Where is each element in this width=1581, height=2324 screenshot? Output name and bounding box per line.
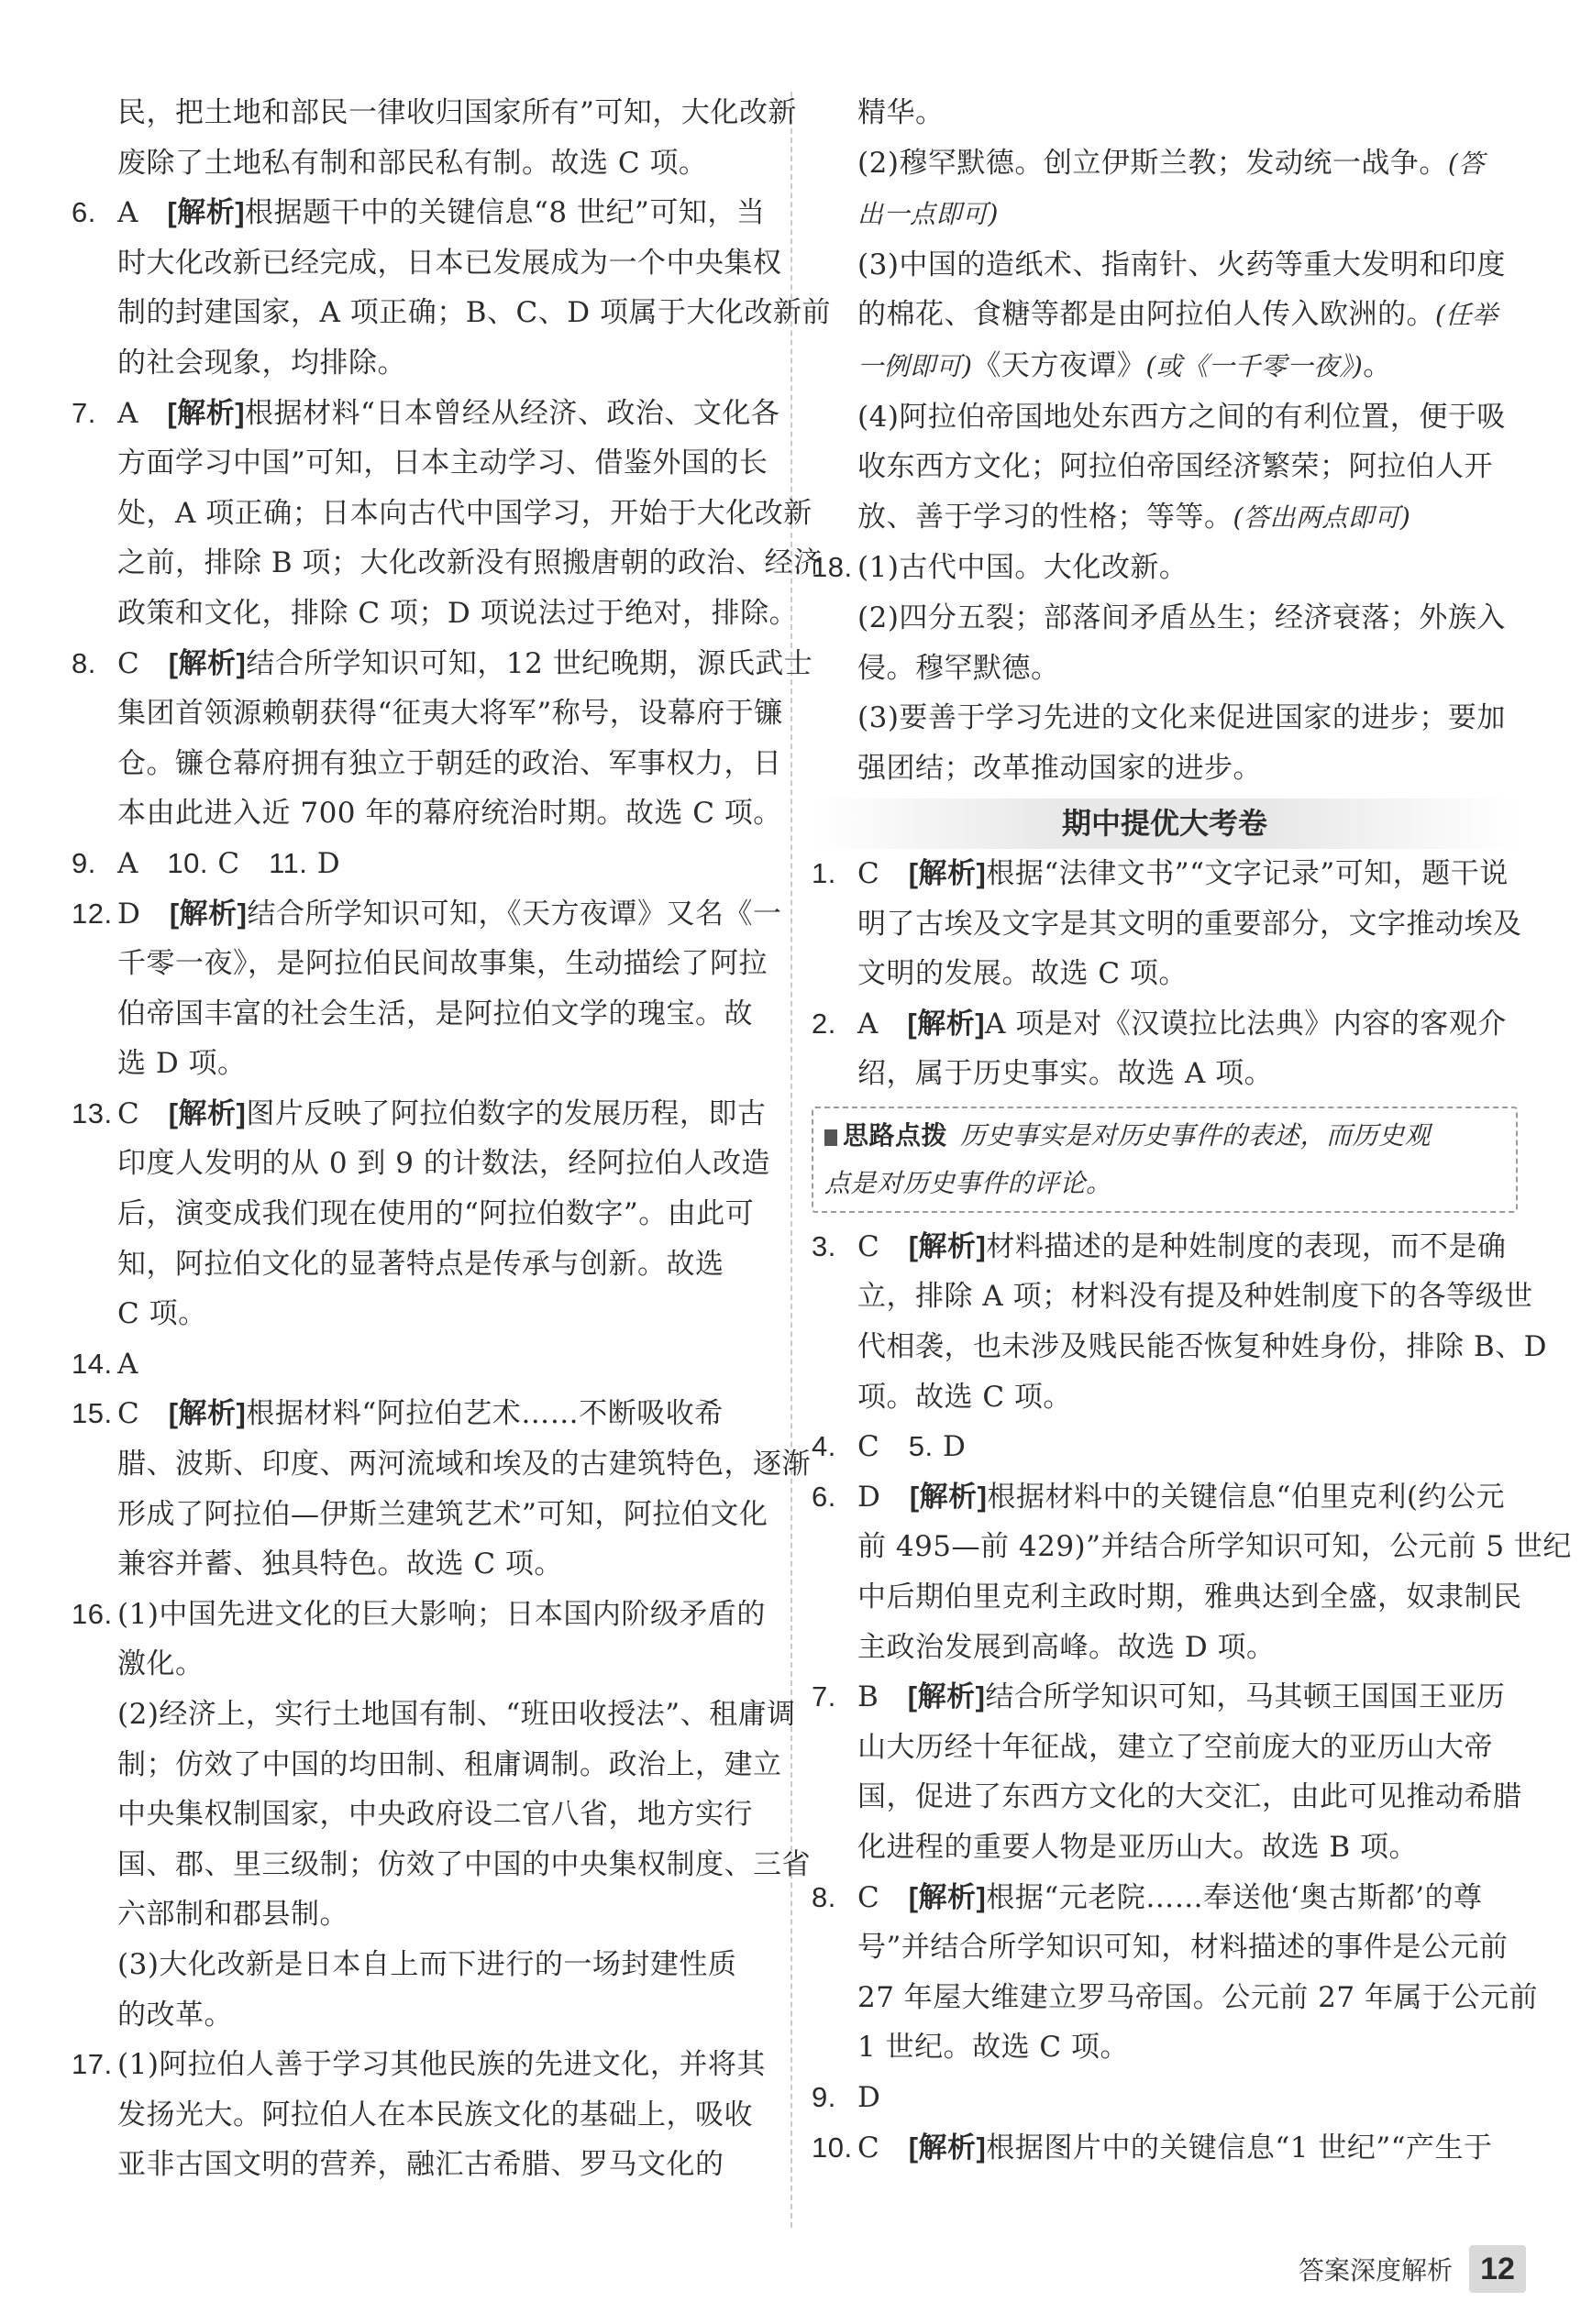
page-number: 12	[1469, 2245, 1526, 2293]
answer-text: 精华。	[857, 96, 945, 129]
text-line	[72, 688, 783, 739]
answer-text: 前 495—前 429)”并结合所学知识可知，公元前 5 世纪	[857, 1530, 1572, 1564]
answer-text: D [解析]根据材料中的关键信息“伯里克利(约公元	[857, 1480, 1505, 1514]
text-line	[72, 88, 797, 138]
text-line	[72, 138, 768, 189]
question-number: 7.	[812, 1680, 836, 1713]
text-line	[72, 739, 782, 789]
text-line	[72, 538, 823, 589]
text-line	[72, 2090, 768, 2141]
text-line	[72, 1490, 768, 1540]
text-line	[72, 1790, 768, 1840]
answer-text: 的社会现象，均排除。	[117, 346, 406, 380]
text-line	[812, 644, 1518, 694]
text-line	[72, 1840, 811, 1890]
question-number: 3.	[812, 1229, 836, 1262]
answer-text: C 5. D	[857, 1430, 967, 1464]
answer-text: 六部制和郡县制。	[117, 1898, 348, 1932]
answer-text: (2)经济上，实行土地国有制、“班田收授法”、租庸调	[117, 1698, 796, 1731]
text-line	[72, 989, 768, 1040]
answer-text: 绍，属于历史事实。故选 A 项。	[857, 1057, 1274, 1091]
text-line	[812, 2123, 1518, 2174]
answer-text: 项。故选 C 项。	[857, 1380, 1072, 1414]
question-number: 4.	[812, 1430, 836, 1463]
answer-text: 制；仿效了中国的均田制、租庸调制。政治上，建立	[117, 1747, 782, 1781]
text-line	[72, 889, 782, 940]
answer-text: 出一点即可)	[857, 199, 999, 230]
answer-text: 山大历经十年征战，建立了空前庞大的亚历山大帝	[857, 1730, 1493, 1764]
answer-text: 本由此进入近 700 年的幕府统治时期。故选 C 项。	[117, 797, 782, 831]
left-column	[72, 88, 831, 2190]
answer-text: B [解析]结合所学知识可知，马其顿王国国王亚历	[857, 1680, 1506, 1714]
answer-text: 强团结；改革推动国家的进步。	[857, 751, 1262, 785]
text-line	[812, 492, 1518, 544]
right-column	[812, 88, 1572, 2173]
answer-text: D [解析]结合所学知识可知，《天方夜谭》又名《一	[117, 897, 782, 931]
question-number: 7.	[72, 396, 96, 429]
answer-text: C [解析]根据材料“阿拉伯艺术……不断吸收希	[117, 1397, 724, 1431]
text-line	[812, 1873, 1518, 1923]
footer-label: 答案深度解析	[1298, 2256, 1453, 2285]
text-line	[72, 238, 782, 289]
answer-text: 仓。镰仓幕府拥有独立于朝廷的政治、军事权力，日	[117, 746, 782, 780]
tip-label: 思路点拨	[843, 1120, 948, 1150]
text-line	[812, 1723, 1518, 1773]
text-line	[72, 1139, 768, 1189]
answer-text: 一例即可)《天方夜谭》(或《一千零一夜》)。	[857, 348, 1392, 382]
text-line	[812, 693, 1518, 743]
text-line	[812, 1772, 1522, 1823]
question-number: 8.	[72, 646, 96, 679]
answer-text: 兼容并蓄、独具特色。故选 C 项。	[117, 1547, 563, 1581]
text-line	[812, 949, 1518, 999]
thinking-tip-box	[812, 1107, 1518, 1213]
answer-text: 腊、波斯、印度、两河流域和埃及的古建筑特色，逐渐	[117, 1448, 811, 1481]
answer-text: 主政治发展到高峰。故选 D 项。	[857, 1630, 1276, 1664]
answer-text: 制的封建国家，A 项正确；B、C、D 项属于大化改新前	[117, 296, 831, 330]
question-number: 15.	[72, 1397, 113, 1430]
text-line	[812, 240, 1518, 291]
text-line	[812, 1472, 1518, 1523]
answer-text: 政策和文化，排除 C 项；D 项说法过于绝对，排除。	[117, 596, 799, 630]
answer-text: (1)中国先进文化的巨大影响；日本国内阶级矛盾的	[117, 1597, 766, 1631]
text-line	[72, 1289, 768, 1339]
text-line	[812, 1272, 1533, 1322]
question-number: 6.	[72, 196, 96, 229]
answer-text: 伯帝国丰富的社会生活，是阿拉伯文学的瑰宝。故	[117, 997, 753, 1030]
text-line	[812, 290, 1518, 341]
text-line	[72, 489, 813, 539]
answer-text: 废除了土地私有制和部民私有制。故选 C 项。	[117, 146, 708, 180]
answer-text: (4)阿拉伯帝国地处东西方之间的有利位置，便于吸	[857, 400, 1506, 434]
answer-text: 的改革。	[117, 1998, 233, 2032]
answer-text: C 项。	[117, 1297, 207, 1331]
text-line	[72, 1239, 768, 1290]
text-line	[812, 1672, 1518, 1723]
text-line	[72, 788, 782, 839]
tip-marker-icon	[824, 1129, 837, 1146]
text-line	[812, 1973, 1538, 2023]
text-line	[812, 1572, 1522, 1623]
text-line	[812, 392, 1518, 443]
answer-text: 民，把土地和部民一律收归国家所有”可知，大化改新	[117, 96, 797, 129]
answer-text: 放、善于学习的性格；等等。(答出两点即可)	[857, 500, 1411, 534]
answer-text: A [解析]根据材料“日本曾经从经济、政治、文化各	[117, 396, 780, 430]
text-line	[812, 899, 1522, 950]
answer-text: A	[117, 1347, 138, 1381]
text-line	[72, 1039, 768, 1089]
text-line	[812, 743, 1518, 794]
tip-text-line: 点是对历史事件的评论。	[824, 1167, 1112, 1198]
answer-text: (1)古代中国。大化改新。	[857, 551, 1189, 585]
question-number: 13.	[72, 1096, 113, 1129]
question-number: 9.	[72, 846, 96, 879]
answer-text: 集团首领源赖朝获得“征夷大将军”称号，设幕府于镰	[117, 697, 783, 731]
answer-text: C [解析]结合所学知识可知，12 世纪晚期，源氏武士	[117, 646, 813, 680]
answer-text: 1 世纪。故选 C 项。	[857, 2031, 1130, 2065]
text-line	[812, 189, 1518, 240]
answer-text: (3)要善于学习先进的文化来促进国家的进步；要加	[857, 701, 1506, 735]
question-number: 2.	[812, 1007, 836, 1040]
column-divider	[790, 92, 792, 2228]
text-line	[72, 1539, 768, 1590]
question-number: 10.	[812, 2131, 853, 2164]
text-line	[72, 1889, 768, 1940]
answer-text: 时大化改新已经完成，日本已发展成为一个中央集权	[117, 246, 782, 280]
question-number: 18.	[812, 551, 853, 584]
answer-text: A [解析]根据题干中的关键信息“8 世纪”可知，当	[117, 196, 766, 230]
text-line	[812, 593, 1518, 644]
question-number: 8.	[812, 1880, 836, 1913]
text-line	[72, 1690, 796, 1740]
text-line	[72, 1740, 782, 1790]
text-line	[812, 1823, 1518, 1873]
text-line	[72, 1189, 768, 1239]
answer-text: 化进程的重要人物是亚历山大。故选 B 项。	[857, 1831, 1418, 1864]
answer-text: 千零一夜》，是阿拉伯民间故事集，生动描绘了阿拉	[117, 947, 768, 981]
text-line	[72, 288, 831, 338]
text-line	[812, 138, 1518, 190]
text-line	[72, 338, 768, 389]
answer-text: 知，阿拉伯文化的显著特点是传承与创新。故选	[117, 1247, 724, 1281]
answer-text: C [解析]根据“法律文书”“文字记录”可知，题干说	[857, 856, 1509, 890]
text-line	[812, 442, 1518, 492]
text-line	[812, 341, 1518, 392]
text-line	[72, 438, 768, 489]
text-line	[72, 839, 768, 889]
section-title: 期中提优大考卷	[812, 799, 1518, 849]
answer-text: 中后期伯里克利主政时期，雅典达到全盛，奴隶制民	[857, 1581, 1522, 1614]
text-line	[812, 543, 1518, 593]
text-line	[812, 1922, 1518, 1973]
text-line	[72, 1639, 768, 1690]
answer-text: 的棉花、食糖等都是由阿拉伯人传入欧洲的。(任举	[857, 298, 1498, 332]
answer-text: 代相袭，也未涉及贱民能否恢复种姓身份，排除 B、D	[857, 1330, 1547, 1364]
text-line	[72, 1590, 768, 1640]
tip-text-line: 历史事实是对历史事件的表述，而历史观	[960, 1119, 1432, 1151]
answer-text: (3)大化改新是日本自上而下进行的一场封建性质	[117, 1947, 737, 1981]
question-number: 12.	[72, 897, 113, 930]
text-line	[72, 939, 768, 989]
text-line	[72, 639, 813, 689]
answer-text: 立，排除 A 项；材料没有提及种姓制度下的各等级世	[857, 1280, 1533, 1314]
text-line	[812, 1422, 1518, 1472]
text-line	[812, 1049, 1518, 1099]
text-line	[72, 1339, 768, 1390]
page-footer	[1299, 2246, 1526, 2292]
answer-text: 号”并结合所学知识可知，材料描述的事件是公元前	[857, 1931, 1509, 1965]
answer-text: D	[857, 2080, 881, 2114]
answer-text: 中央集权制国家，中央政府设二官八省，地方实行	[117, 1798, 753, 1832]
text-line	[812, 1522, 1572, 1572]
answer-text: C [解析]材料描述的是种姓制度的表现，而不是确	[857, 1229, 1507, 1263]
text-line	[72, 1439, 811, 1490]
answer-text: C [解析]根据图片中的关键信息“1 世纪”“产生于	[857, 2131, 1493, 2164]
text-line	[812, 999, 1518, 1050]
answer-text: A 10. C 11. D	[117, 846, 341, 880]
text-line	[812, 1623, 1518, 1673]
answer-text: 选 D 项。	[117, 1047, 247, 1081]
text-line	[812, 849, 1518, 899]
text-line	[72, 1990, 768, 2041]
text-line	[72, 1089, 768, 1140]
answer-text: C [解析]根据“元老院……奉送他‘奥古斯都’的尊	[857, 1880, 1483, 1914]
text-line	[812, 88, 1518, 138]
answer-text: 激化。	[117, 1647, 205, 1681]
answer-text: 亚非古国文明的营养，融汇古希腊、罗马文化的	[117, 2148, 724, 2182]
text-line	[812, 2073, 1518, 2123]
answer-text: 27 年屋大维建立罗马帝国。公元前 27 年属于公元前	[857, 1980, 1538, 2014]
answer-text: 侵。穆罕默德。	[857, 651, 1060, 685]
text-line	[72, 2140, 768, 2190]
answer-text: 形成了阿拉伯—伊斯兰建筑艺术”可知，阿拉伯文化	[117, 1497, 768, 1531]
answer-text: 收东西方文化；阿拉伯帝国经济繁荣；阿拉伯人开	[857, 450, 1493, 484]
text-line	[812, 1222, 1518, 1272]
answer-text: 明了古埃及文字是其文明的重要部分，文字推动埃及	[857, 907, 1522, 941]
answer-text: 方面学习中国”可知，日本主动学习、借鉴外国的长	[117, 446, 768, 480]
question-number: 17.	[72, 2048, 113, 2081]
answer-text: (1)阿拉伯人善于学习其他民族的先进文化，并将其	[117, 2048, 766, 2082]
text-line	[72, 389, 780, 439]
question-number: 14.	[72, 1347, 113, 1380]
text-line	[812, 1322, 1547, 1372]
answer-text: 发扬光大。阿拉伯人在本民族文化的基础上，吸收	[117, 2098, 753, 2131]
question-number: 9.	[812, 2080, 836, 2113]
answer-text: C [解析]图片反映了阿拉伯数字的发展历程，即古	[117, 1096, 767, 1130]
answer-text: 之前，排除 B 项；大化改新没有照搬唐朝的政治、经济	[117, 546, 823, 580]
text-line	[72, 1389, 768, 1439]
text-line	[72, 1940, 768, 1990]
question-number: 1.	[812, 856, 836, 889]
answer-text: 文明的发展。故选 C 项。	[857, 957, 1188, 991]
answer-text: (2)四分五裂；部落间矛盾丛生；经济衰落；外族入	[857, 600, 1506, 634]
text-line	[72, 2040, 768, 2090]
answer-text: 国，促进了东西方文化的大交汇，由此可见推动希腊	[857, 1780, 1522, 1814]
answer-text: 处，A 项正确；日本向古代中国学习，开始于大化改新	[117, 496, 813, 530]
text-line	[72, 188, 768, 238]
answer-text: 后，演变成我们现在使用的“阿拉伯数字”。由此可	[117, 1197, 755, 1231]
answer-text: 国、郡、里三级制；仿效了中国的中央集权制度、三省	[117, 1847, 811, 1881]
answer-text: A [解析]A 项是对《汉谟拉比法典》内容的客观介	[857, 1007, 1507, 1041]
text-line	[72, 589, 799, 639]
answer-text: (3)中国的造纸术、指南针、火药等重大发明和印度	[857, 248, 1506, 281]
question-number: 16.	[72, 1597, 113, 1630]
answer-text: (2)穆罕默德。创立伊斯兰教；发动统一战争。(答	[857, 146, 1485, 180]
text-line	[812, 2022, 1518, 2073]
answer-text: 印度人发明的从 0 到 9 的计数法，经阿拉伯人改造	[117, 1147, 770, 1181]
text-line	[812, 1372, 1518, 1423]
question-number: 6.	[812, 1480, 836, 1513]
